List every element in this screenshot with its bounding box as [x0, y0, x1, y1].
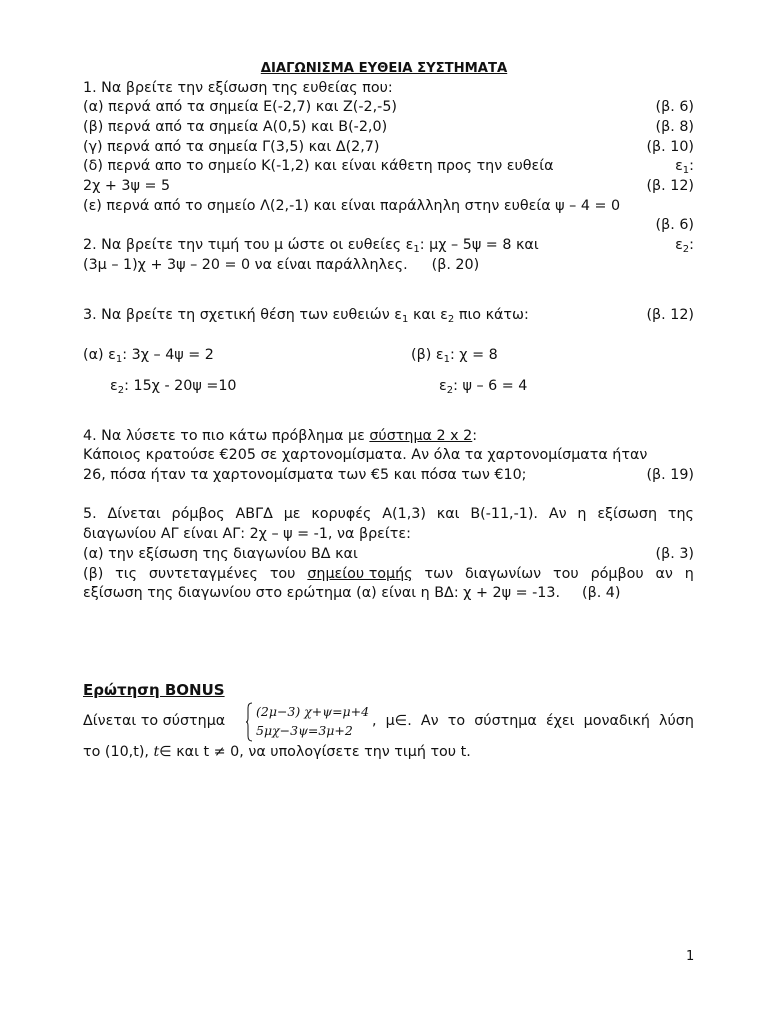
q1-d-equation: 2χ + 3ψ = 5 — [83, 178, 171, 194]
q3-a-eq1: (α) $\varepsilon_1$: 3χ – 4ψ = 2 — [83, 347, 214, 365]
page-title: ΔΙΑΓΩΝΙΣΜΑ ΕΥΘΕΙΑ ΣΥΣΤΗΜΑΤΑ — [260, 61, 508, 76]
bonus-eq1: (2μ−3) χ+ψ=μ+4 — [256, 704, 370, 719]
q2-line2: (3μ – 1)χ + 3ψ – 20 = 0 να είναι παράλληλες. (β. 20) — [83, 257, 480, 273]
q1-c-text: (γ) περνά από τα σημεία Γ(3,5) και Δ(2,7) — [83, 139, 380, 155]
bonus-after-system: , μ∈. Αν το σύστημα έχει μοναδική λύση — [372, 713, 694, 729]
q3-a-eq2: $\varepsilon_2$: 15χ - 20ψ =10 — [110, 378, 237, 396]
q3-b-eq2: $\varepsilon_2$: ψ – 6 = 4 — [439, 378, 528, 396]
page-number: 1 — [686, 949, 695, 964]
q3-points: (β. 12) — [646, 307, 694, 323]
bonus-title: Ερώτηση BONUS — [83, 681, 225, 699]
q5-line2: διαγωνίου ΑΓ είναι ΑΓ: 2χ – ψ = -1, να βρείτε: — [83, 526, 411, 542]
bonus-line2: το (10,t), t∈ και t ≠ 0, να υπολογίσετε την τιμή του t. — [83, 744, 471, 760]
q1-b-text: (β) περνά από τα σημεία Α(0,5) και Β(-2,0) — [83, 119, 388, 135]
q4-stem: 4. Να λύσετε το πιο κάτω πρόβλημα με σύστημα 2 x 2: — [83, 428, 478, 444]
q2-stem: 2. Να βρείτε την τιμή του μ ώστε οι ευθείες $\varepsilon_1$: μχ – 5ψ = 8 και — [83, 237, 539, 255]
q1-a-text: (α) περνά από τα σημεία Ε(-2,7) και Ζ(-2,-5) — [83, 99, 398, 115]
q1-e-text: (ε) περνά από το σημείο Λ(2,-1) και είναι παράλληλη στην ευθεία ψ – 4 = 0 — [83, 198, 621, 214]
q5-b-line1: (β) τις συντεταγμένες του σημείου τομής των διαγωνίων του ρόμβου αν η — [83, 566, 694, 582]
q5-b-points: (β. 4) — [582, 585, 621, 601]
q5-a-points: (β. 3) — [655, 546, 694, 562]
q2-points: (β. 20) — [431, 257, 480, 273]
q1-e-points: (β. 6) — [655, 217, 694, 233]
q3-stem: 3. Να βρείτε τη σχετική θέση των ευθειών $\varepsilon_1$ και $\varepsilon_2$ πιο κάτω: — [83, 307, 529, 325]
q4-points: (β. 19) — [646, 467, 694, 483]
q5-line1: 5. Δίνεται ρόμβος ΑΒΓΔ με κορυφές Α(1,3) και Β(-11,-1). Αν η εξίσωση της — [83, 506, 694, 522]
q1-b-points: (β. 8) — [655, 119, 694, 135]
bonus-eq2: 5μχ−3ψ=3μ+2 — [256, 723, 353, 738]
q5-a-text: (α) την εξίσωση της διαγωνίου ΒΔ και — [83, 546, 358, 562]
q4-line2: Κάποιος κρατούσε €205 σε χαρτονομίσματα. Αν όλα τα χαρτονομίσματα ήταν — [83, 447, 648, 463]
q1-c-points: (β. 10) — [646, 139, 694, 155]
q4-line3: 26, πόσα ήταν τα χαρτονομίσματα των €5 και πόσα των €10; — [83, 467, 527, 483]
q1-stem: 1. Να βρείτε την εξίσωση της ευθείας που: — [83, 80, 393, 96]
bonus-equation-system — [246, 702, 371, 742]
left-brace-icon — [246, 702, 253, 742]
q1-d-points: (β. 12) — [646, 178, 694, 194]
q5-b-line2: εξίσωση της διαγωνίου στο ερώτημα (α) είναι η ΒΔ: χ + 2ψ = -13. (β. 4) — [83, 585, 621, 601]
q1-a-points: (β. 6) — [655, 99, 694, 115]
q2-line2-label: $\varepsilon_2$: — [675, 237, 694, 255]
bonus-intro: Δίνεται το σύστημα — [83, 713, 226, 729]
q1-d-line-label: $\varepsilon_1$: — [675, 158, 694, 176]
q1-d-text: (δ) περνά απο το σημείο Κ(-1,2) και είναι κάθετη προς την ευθεία — [83, 158, 554, 174]
q3-b-eq1: (β) $\varepsilon_1$: χ = 8 — [411, 347, 498, 365]
